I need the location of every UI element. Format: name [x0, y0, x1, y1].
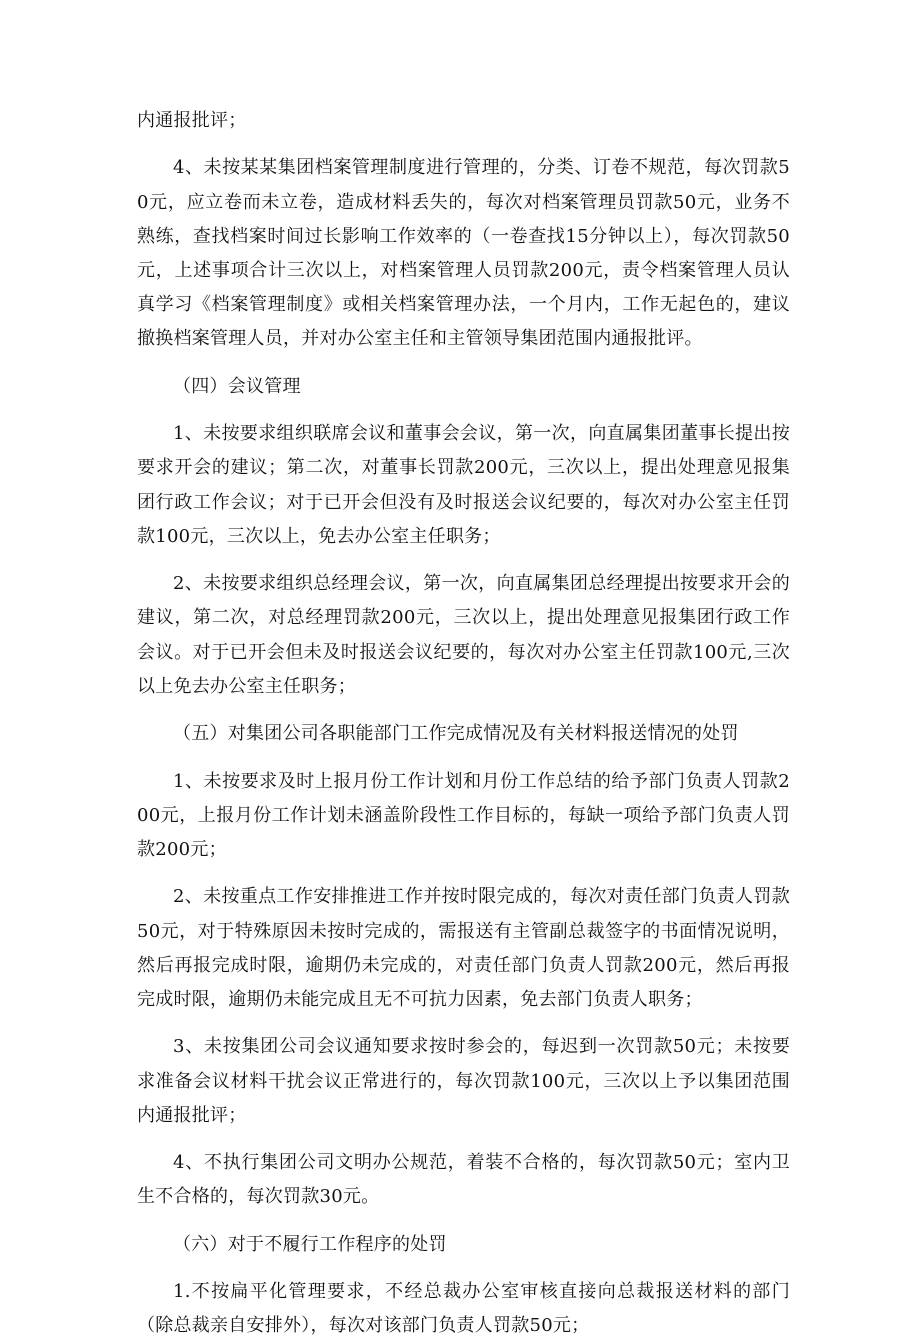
paragraph-continuation: 内通报批评；	[137, 110, 247, 131]
section-heading-department-penalties: （五）对集团公司各职能部门工作完成情况及有关材料报送情况的处罚	[173, 723, 739, 745]
section-heading-meeting-management: （四）会议管理	[173, 375, 301, 397]
paragraph-department-item-1: 1、未按要求及时上报月份工作计划和月份工作总结的给予部门负责人罚款200元，上报月份工作计划未涵盖阶段性工作目标的，每缺一项给予部门负责人罚款200元；	[137, 770, 790, 860]
paragraph-department-item-2: 2、未按重点工作安排推进工作并按时限完成的，每次对责任部门负责人罚款50元，对于特殊原因未按时完成的，需报送有主管副总裁签字的书面情况说明，然后再报完成时限，逾期仍未完成的，对责任部门负责人罚款200元，然后再报完成时限，逾期仍未能完成且无不可抗力因素，免去部门负责人职务；	[137, 886, 790, 1010]
paragraph-department-item-3: 3、未按集团公司会议通知要求按时参会的，每迟到一次罚款50元；未按要求准备会议材料干扰会议正常进行的，每次罚款100元，三次以上予以集团范围内通报批评；	[137, 1036, 790, 1126]
paragraph-meeting-item-2: 2、未按要求组织总经理会议，第一次，向直属集团总经理提出按要求开会的建议，第二次，对总经理罚款200元，三次以上，提出处理意见报集团行政工作会议。对于已开会但未及时报送会议纪要的，每次对办公室主任罚款100元,三次以上免去办公室主任职务；	[137, 573, 790, 697]
section-heading-procedure-penalties: （六）对于不履行工作程序的处罚	[173, 1233, 447, 1255]
paragraph-archive-item-4: 4、未按某某集团档案管理制度进行管理的，分类、订卷不规范，每次罚款50元，应立卷而未立卷，造成材料丢失的，每次对档案管理员罚款50元，业务不熟练，查找档案时间过长影响工作效率的（一卷查找15分钟以上），每次罚款50元，上述事项合计三次以上，对档案管理人员罚款200元，责令档案管理人员认真学习《档案管理制度》或相关档案管理办法，一个月内，工作无起色的，建议撤换档案管理人员，并对办公室主任和主管领导集团范围内通报批评。	[137, 157, 790, 350]
paragraph-procedure-item-1: 1.不按扁平化管理要求，不经总裁办公室审核直接向总裁报送材料的部门（除总裁亲自安排外），每次对该部门负责人罚款50元；	[137, 1281, 790, 1337]
paragraph-department-item-4: 4、不执行集团公司文明办公规范，着装不合格的，每次罚款50元；室内卫生不合格的，每次罚款30元。	[137, 1152, 790, 1208]
paragraph-meeting-item-1: 1、未按要求组织联席会议和董事会会议，第一次，向直属集团董事长提出按要求开会的建议；第二次，对董事长罚款200元，三次以上，提出处理意见报集团行政工作会议；对于已开会但没有及时报送会议纪要的，每次对办公室主任罚款100元，三次以上，免去办公室主任职务；	[137, 423, 790, 547]
